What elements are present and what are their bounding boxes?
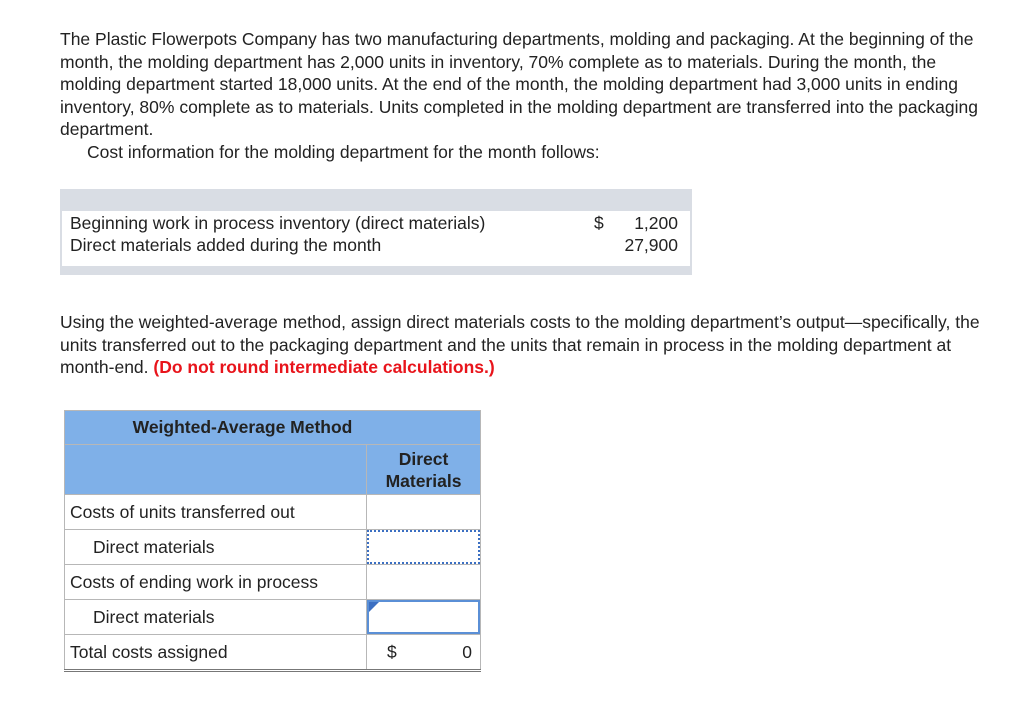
cost-row-materials-added: [70, 234, 682, 256]
transferred-direct-materials-input[interactable]: [367, 530, 480, 564]
currency-symbol: $: [387, 642, 397, 662]
column-header-line1: Direct: [398, 448, 449, 469]
task-instructions: [60, 311, 1000, 379]
total-value: 0: [462, 642, 472, 662]
row-label-total: Total costs assigned: [65, 635, 367, 671]
table-header-row: [65, 445, 481, 495]
table-row: [65, 600, 481, 635]
table-row: [65, 530, 481, 565]
cost-information-table: [60, 189, 692, 275]
row-label-transferred-out: Costs of units transferred out: [65, 495, 367, 530]
transferred-direct-materials-cell: [367, 530, 481, 565]
total-cell: [367, 635, 481, 671]
column-header-direct-materials: [367, 445, 481, 495]
table-row: [65, 565, 481, 600]
input-flag-icon: [369, 602, 379, 612]
cost-table-right-border: [690, 211, 692, 266]
rounding-note: (Do not round intermediate calculations.): [153, 357, 495, 377]
row-label-transferred-direct-materials: Direct materials: [65, 530, 367, 565]
cost-row-label: Beginning work in process inventory (direct materials): [70, 213, 486, 233]
input-border: [367, 530, 480, 564]
currency-symbol: $: [594, 213, 604, 233]
cost-intro-text: Cost information for the molding department for the month follows:: [87, 141, 600, 162]
table-row-total: [65, 635, 481, 671]
cost-table-footer-bar: [60, 266, 692, 275]
table-title-row: [65, 411, 481, 445]
problem-statement: [60, 28, 1000, 163]
cost-row-amount: 1,200: [634, 213, 678, 233]
row-label-ending-direct-materials: Direct materials: [65, 600, 367, 635]
input-border: [367, 600, 480, 634]
cost-row-beginning-wip: [70, 212, 682, 234]
header-blank-cell: [65, 445, 367, 495]
table-title: Weighted-Average Method: [65, 411, 481, 445]
problem-paragraph: The Plastic Flowerpots Company has two manufacturing departments, molding and packaging. At the beginning of the month, the molding department has 2,000 units in inventory, 70% complete as to materials. During the month, the molding department started 18,000 units. At the end of the month, the molding department had 3,000 units in ending inventory, 80% complete as to materials. Units completed in the molding department are transferred into the packaging department.: [60, 29, 978, 139]
total-value-container: [367, 635, 480, 669]
table-row: [65, 495, 481, 530]
ending-direct-materials-input[interactable]: [367, 600, 480, 634]
empty-cell: [367, 495, 481, 530]
ending-direct-materials-cell: [367, 600, 481, 635]
empty-cell: [367, 565, 481, 600]
weighted-average-answer-table: [64, 410, 481, 672]
cost-row-label: Direct materials added during the month: [70, 235, 382, 255]
cost-table-header-bar: [60, 189, 692, 211]
row-label-ending-wip: Costs of ending work in process: [65, 565, 367, 600]
cost-row-amount: 27,900: [624, 235, 678, 255]
cost-table-left-border: [60, 211, 62, 266]
task-paragraph: [60, 311, 1000, 379]
task-text: Using the weighted-average method, assign direct materials costs to the molding department’s output—specifically, the units transferred out to the packaging department and the units that remain in process in the molding department at month-end.: [60, 312, 980, 377]
column-header-line2: Materials: [385, 470, 462, 491]
